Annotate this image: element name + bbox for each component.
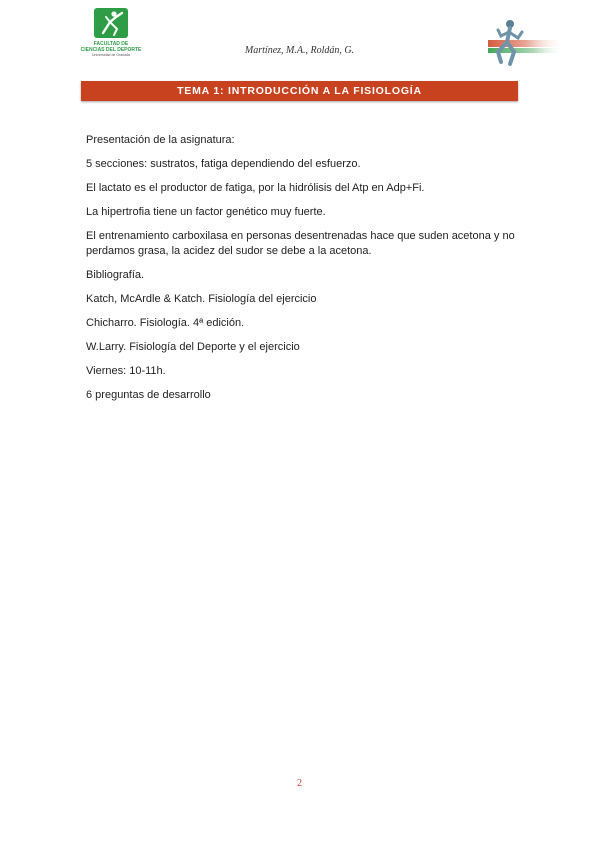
runner-image [486, 18, 566, 72]
page-number: 2 [297, 778, 302, 789]
chapter-title-bar [81, 81, 518, 101]
faculty-logo [80, 8, 142, 70]
paragraph: Viernes: 10-11h. [86, 364, 166, 377]
faculty-logo-icon [94, 8, 128, 38]
document-body [86, 133, 516, 412]
paragraph: El entrenamiento carboxilasa en personas desentrenadas hace que suden acetona y no perdamos grasa, la acidez del sudor se debe a la acetona. [86, 230, 515, 257]
paragraph: El lactato es el productor de fatiga, por la hidrólisis del Atp en Adp+Fi. [86, 182, 425, 194]
paragraph: 5 secciones: sustratos, fatiga dependiendo del esfuerzo. [86, 158, 361, 170]
logo-text-line1: FACULTAD DE [93, 41, 129, 47]
paragraph: Bibliografía. [86, 268, 145, 281]
paragraph: La hipertrofia tiene un factor genético muy fuerte. [86, 206, 326, 218]
paragraph: 6 preguntas de desarrollo [86, 388, 211, 401]
paragraph: Katch, McArdle & Katch. Fisiología del ejercicio [86, 292, 317, 305]
logo-text-line2: CIENCIAS DEL DEPORTE [80, 47, 142, 53]
chapter-title: TEMA 1: INTRODUCCIÓN A LA FISIOLOGÍA [177, 85, 422, 97]
header-authors: Martínez, M.A., Roldán, G. [244, 45, 355, 56]
paragraph: W.Larry. Fisiología del Deporte y el ejercicio [86, 340, 300, 353]
logo-text-line3: Universidad de Granada [92, 53, 130, 57]
paragraph: Chicharro. Fisiología. 4ª edición. [86, 316, 245, 329]
paragraph: Presentación de la asignatura: [86, 134, 235, 146]
